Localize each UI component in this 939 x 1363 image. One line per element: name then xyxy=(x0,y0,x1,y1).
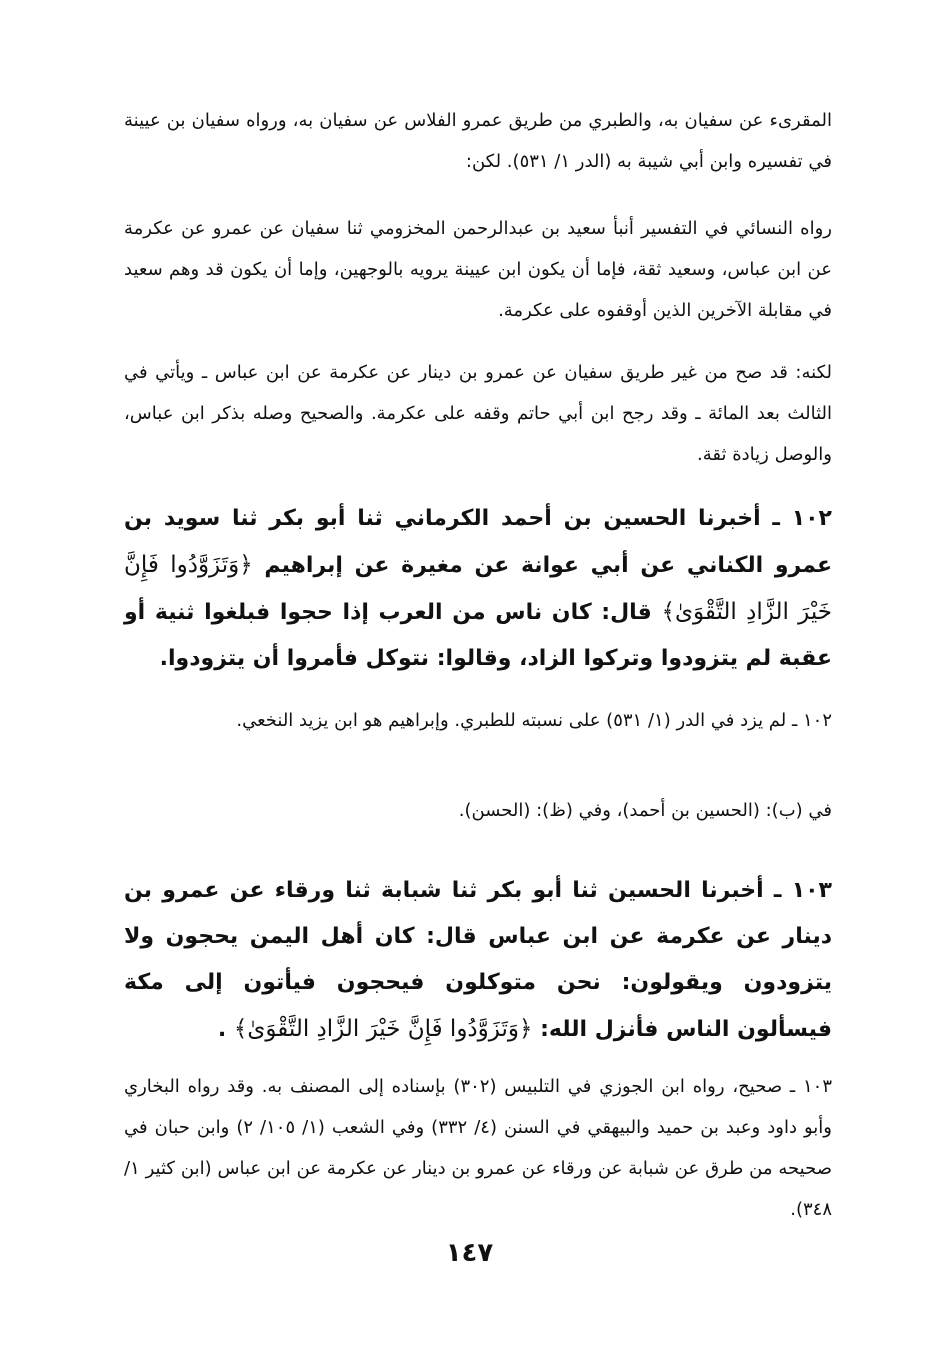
hadith-103-quran-verse: ﴿وَتَزَوَّدُوا فَإِنَّ خَيْرَ الزَّادِ التَّقْوَىٰ﴾ xyxy=(233,1016,533,1042)
hadith-103-end: . xyxy=(217,1017,227,1042)
paragraph-continuation: المقرىء عن سفيان به، والطبري من طريق عمرو الفلاس عن سفيان به، ورواه سفيان بن عيينة في تفسيره وابن أبي شيبة به (الدر ١/ ٥٣١). لكن: xyxy=(124,110,832,172)
hadith-103-isnad: ١٠٣ ـ أخبرنا الحسين ثنا أبو بكر ثنا شبابة ثنا ورقاء عن عمرو بن دينار عن عكرمة عن ابن عباس قال: كان أهل اليمن يحجون ولا يتزودون ويقولون: نحن متوكلون فيحجون فيأتون إلى مكة فيسألون الناس فأنزل الله: xyxy=(124,878,832,1042)
hadith-102 xyxy=(124,496,870,682)
hadith-102-quran-verse: ﴿وَتَزَوَّدُوا فَإِنَّ خَيْرَ الزَّادِ التَّقْوَىٰ﴾ xyxy=(124,552,832,625)
footnote-103: ١٠٣ ـ صحيح، رواه ابن الجوزي في التلبيس (٣٠٢) بإسناده إلى المصنف به. وقد رواه البخاري وأبو داود وعبد بن حميد والبيهقي في السنن (٤/ ٣٣٢) وفي الشعب (١/ ١٠٥/ ٢) وابن حبان في صحيحه من طرق عن شبابة عن ورقاء عن عمرو بن دينار عن عكرمة عن ابن عباس (ابن كثير ١/ ٣٤٨). xyxy=(124,1076,833,1220)
footnote-102: ١٠٢ ـ لم يزد في الدر (١/ ٥٣١) على نسبته للطبري. وإبراهيم هو ابن يزيد النخعي. xyxy=(236,710,832,731)
paragraph-nasai: رواه النسائي في التفسير أنبأ سعيد بن عبدالرحمن المخزومي ثنا سفيان عن عمرو عن عكرمة عن ابن عباس، وسعيد ثقة، فإما أن يكون ابن عيينة يرويه بالوجهين، وإما أن يكون قد وهم سعيد في مقابلة الآخرين الذين أوقفوه على عكرمة. xyxy=(124,218,832,321)
hadith-103 xyxy=(124,868,870,1053)
hadith-102-isnad: ١٠٢ ـ أخبرنا الحسين بن أحمد الكرماني ثنا أبو بكر ثنا سويد بن عمرو الكناني عن أبي عوانة عن مغيرة عن إبراهيم xyxy=(124,506,832,578)
page-number: ١٤٧ xyxy=(445,1238,494,1268)
hadith-102-matn: قال: كان ناس من العرب إذا حجوا فبلغوا ثنية أو عقبة لم يتزودوا وتركوا الزاد، وقالوا: نتوكل فأمروا أن يتزودوا. xyxy=(124,600,832,671)
footnote-102-variant: في (ب): (الحسين بن أحمد)، وفي (ظ): (الحسن). xyxy=(458,800,832,821)
paragraph-conclusion: لكنه: قد صح من غير طريق سفيان عن عمرو بن دينار عن عكرمة عن ابن عباس ـ ويأتي في الثالث بعد المائة ـ وقد رجح ابن أبي حاتم وقفه على عكرمة. والصحيح وصله بذكر ابن عباس، والوصل زيادة ثقة. xyxy=(124,362,832,465)
